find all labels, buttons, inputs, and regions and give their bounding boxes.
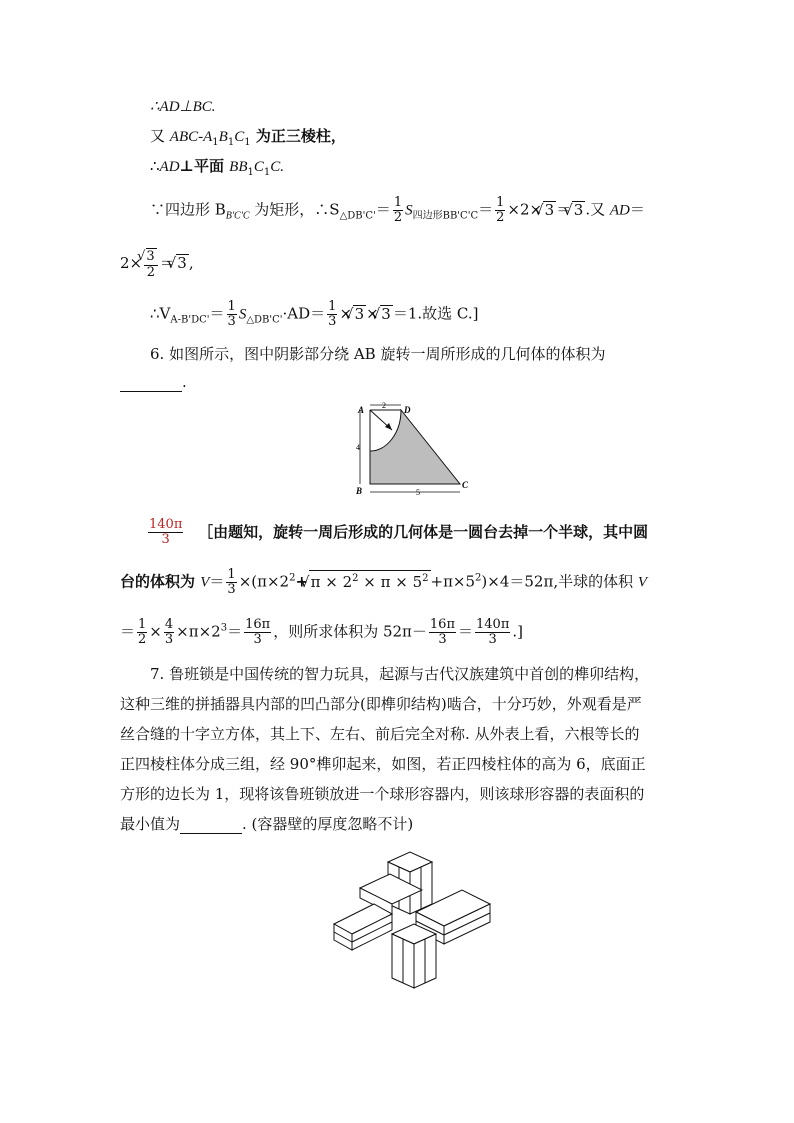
proof-line-5: 2× √ $\frac{3}{2}$ ＝√ 3 , (120, 248, 194, 280)
answer-blank (180, 817, 242, 834)
fraction-half: $\frac{1}{2}$ (393, 195, 403, 225)
figure-6-diagram (352, 402, 472, 498)
label-B: B (356, 486, 363, 496)
question-7-line-6: 最小值为 . (容器壁的厚度忽略不计) (120, 815, 414, 833)
proof-line-6: $\therefore V_{A-B'DC'}=$ $\frac{1}{3}$ $S_{\triangle DB'C'}\cdot AD=$ $\frac{1}{3}$ ×√ 3 ×√ 3 ＝1.故选 C.] (150, 300, 478, 331)
question-6-blank-line: . (120, 372, 187, 392)
answer-6-line-3: ＝ $\frac{1}{2}$ × $\frac{4}{3}$ $\times\pi\times 2^3=$ $\frac{16\pi}{3}$ ，则所求体积为 52π－ $\frac{16\pi}{3}$ ＝ $\frac{140\pi}{3}$ .] (120, 617, 523, 647)
question-7-line-2: 这种三维的拼插器具内部的凹凸部分(即榫卯结构)啮合，十分巧妙，外观看是严 (120, 695, 642, 713)
fraction-third: $\frac{1}{3}$ (227, 567, 236, 597)
answer-6-line-2: 台的体积为 V＝ $\frac{1}{3}$ $\times(\pi\times 2^2+√$ $\pi \times 2^2 \times \pi \times 5^2 +\pi\times 5^2)\times 4=52\pi$,半球的体积 V (120, 568, 647, 597)
answer-6-line-1: $\frac{140\pi}{3}$ ［由题知，旋转一周后形成的几何体是一圆台去掉一个半球，其中圆 (149, 517, 649, 547)
fraction-four-thirds: $\frac{4}{3}$ (164, 617, 174, 647)
question-6: 6. 如图所示，图中阴影部分绕 AB 旋转一周所形成的几何体的体积为 (150, 345, 606, 363)
label-A: A (358, 405, 365, 415)
fraction-half-2: $\frac{1}{2}$ (496, 195, 505, 225)
fraction-140pi-3: $\frac{140\pi}{3}$ (476, 617, 510, 647)
sqrt-3: √ 3 (543, 201, 556, 218)
sqrt-3: √ 3 (176, 254, 189, 271)
proof-line-2: 又 ABC-$A_1B_1C_1$ 为正三棱柱， (150, 127, 346, 148)
answer-blank (120, 375, 182, 392)
proof-line-4: ∵四边形 $B_{B'C'C}$ 为矩形，$\therefore S_{\triangle DB'C'}=$ $\frac{1}{2}$ $S_{四边形BB'C'C}=$ $\frac{1}{2}$ ×2×√ 3 ＝√ 3 .又 AD＝ (150, 196, 645, 227)
fraction-half: $\frac{1}{2}$ (138, 617, 147, 647)
dim-top: 2 (382, 402, 386, 410)
proof-line-1: ∴AD⊥BC. (150, 99, 216, 115)
dim-bottom: 5 (416, 488, 420, 497)
luban-lock-figure (330, 842, 500, 992)
fraction-sqrt3-over-2: √ $\frac{3}{2}$ (144, 248, 158, 280)
sqrt-expression: √ $\pi \times 2^2 \times \pi \times 5^2$ (309, 570, 430, 590)
fraction-16pi-3-2: $\frac{16\pi}{3}$ (429, 617, 455, 647)
fraction-16pi-3: $\frac{16\pi}{3}$ (245, 617, 271, 647)
question-7-line-4: 正四棱柱体分成三组，经 90°榫卯起来，如图，若正四棱柱体的高为 6，底面正 (120, 755, 646, 773)
question-7-line-5: 方形的边长为 1，现将该鲁班锁放进一个球形容器内，则该球形容器的表面积的 (120, 785, 645, 803)
fraction-third: $\frac{1}{3}$ (227, 299, 236, 329)
proof-line-3: ∴AD⊥平面 $BB_1C_1C$. (150, 157, 285, 178)
answer-6-value: $\frac{140\pi}{3}$ (149, 517, 183, 547)
label-D: D (404, 405, 411, 415)
question-7-line-3: 丝合缝的十字立方体，其上下、左右、前后完全对称. 从外表上看，六根等长的 (120, 725, 640, 743)
sqrt-3: √ 3 (572, 201, 585, 218)
dim-left: 4 (356, 443, 360, 452)
fraction-third-2: $\frac{1}{3}$ (328, 299, 337, 329)
label-C: C (462, 480, 469, 490)
question-7-line-1: 7. 鲁班锁是中国传统的智力玩具，起源与古代汉族建筑中首创的榫卯结构， (150, 665, 650, 683)
